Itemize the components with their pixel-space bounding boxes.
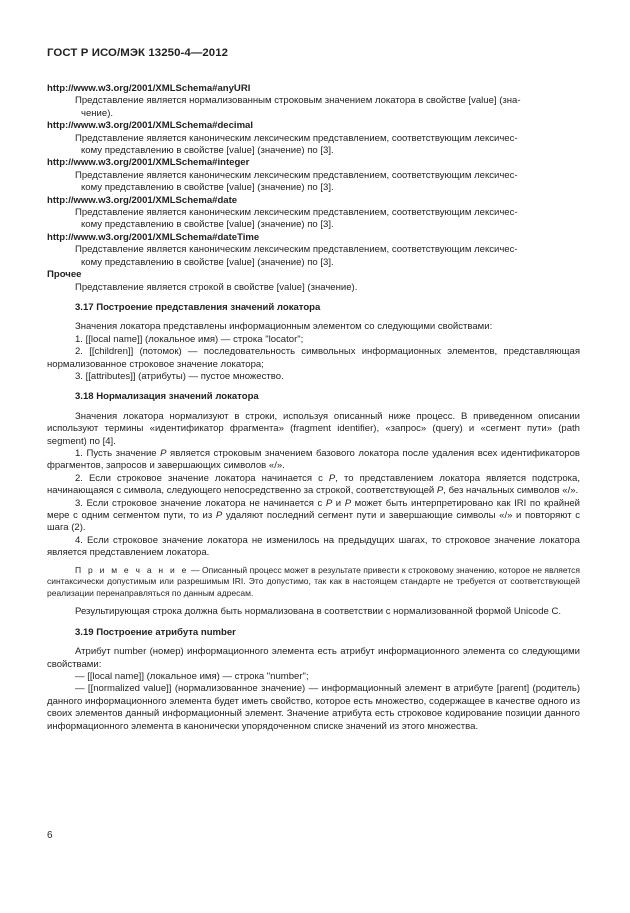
- uri-description: Представление является каноническим лексическим представлением, соответствующим лексичес- кому представлению в свойстве [value] (значение) по [3].: [75, 244, 518, 268]
- step-2: 2. Если строковое значение локатора начинается с P, то представлением локатора является подстрока, начинающаяся с символа, следующего непосредственно за строкой, соответствующей P, без начальных символов «/».: [47, 472, 580, 497]
- uri-heading: http://www.w3.org/2001/XMLSchema#integer: [47, 157, 250, 169]
- uri-entry: [47, 195, 580, 232]
- section-3-19-intro: Атрибут number (номер) информационного элемента есть атрибут информационного элемента со следующими свойствами:: [47, 646, 580, 670]
- uri-entry: [47, 83, 580, 120]
- step-1: 1. Пусть значение P является строковым значением базового локатора после удаления всех идентификаторов фрагментов, запросов и завершающих символов «/».: [47, 447, 580, 472]
- step-3: 3. Если строковое значение локатора не начинается с P и P может быть интерпретировано как IRI по крайней мере с одним сегментом пути, то из P удаляют последний сегмент пути и завершающие символы «/» и повторяют с шага (2).: [47, 497, 581, 534]
- section-3-18-intro: Значения локатора нормализуют в строки, используя описанный ниже процесс. В приведенном описании используют термины «идентификатор фрагмента» (fragment identifier), «запрос» (query) и «сегмент пути» (path segment) по [4].: [47, 410, 580, 447]
- uri-heading: http://www.w3.org/2001/XMLSchema#dateTime: [47, 231, 260, 243]
- uri-description: Представление является каноническим лексическим представлением, соответствующим лексичес- кому представлению в свойстве [value] (значение) по [3].: [75, 169, 518, 194]
- uri-description: Представление является каноническим лексическим представлением, соответствующим лексичес- кому представлению в свойстве [value] (значение) по [3].: [75, 207, 518, 231]
- step-4: 4. Если строковое значение локатора не изменилось на предыдущих шагах, то строковое значение локатора является представлением локатора.: [47, 534, 580, 559]
- uri-heading: http://www.w3.org/2001/XMLSchema#decimal: [47, 120, 254, 132]
- list-item: 3. [[attributes]] (атрибуты) — пустое множество.: [75, 370, 284, 382]
- other-description: Представление является строкой в свойстве [value] (значение).: [75, 281, 358, 293]
- list-item: — [[local name]] (локальное имя) — строка "number";: [75, 671, 309, 683]
- section-3-19-title: 3.19 Построение атрибута number: [75, 626, 236, 638]
- uri-entry: [47, 157, 580, 194]
- section-3-17-title: 3.17 Построение представления значений локатора: [75, 301, 321, 313]
- uri-description: Представление является нормализованным строковым значением локатора в свойстве [value] (зна- чение).: [75, 95, 521, 119]
- section-3-17-intro: Значения локатора представлены информационным элементом со следующими свойствами:: [75, 321, 493, 333]
- note-label: П р и м е ч а н и е: [75, 564, 189, 575]
- uri-heading: http://www.w3.org/2001/XMLSchema#date: [47, 194, 238, 206]
- section-3-18-title: 3.18 Нормализация значений локатора: [75, 391, 259, 403]
- page-number: 6: [47, 830, 53, 841]
- list-item: — [[normalized value]] (нормализованное значение) — информационный элемент в атрибуте [parent] (родитель) данного информационного элемента будет иметь свойство, которое есть множество, содержащее в качестве одного из своих элементов данный информационный элемент. Значение атрибута есть строковое кодирование позиции данного информационного элемента в канонически упорядоченном списке значений из этого множества.: [47, 683, 580, 732]
- result-paragraph: Результирующая строка должна быть нормализована в соответствии с нормализованной формой Unicode C.: [75, 606, 562, 618]
- uri-entry: [47, 232, 580, 269]
- note: [47, 565, 580, 600]
- document-header: ГОСТ Р ИСО/МЭК 13250-4—2012: [47, 47, 229, 59]
- uri-entry: [47, 120, 580, 157]
- uri-description: Представление является каноническим лексическим представлением, соответствующим лексичес- кому представлению в свойстве [value] (значение) по [3].: [75, 132, 518, 157]
- list-item: 2. [[children]] (потомок) — последовательность символьных информационных элементов, представляющая нормализованное строковое значение локатора;: [47, 346, 580, 370]
- other-heading: Прочее: [47, 269, 82, 281]
- document-body: [47, 83, 580, 733]
- uri-heading: http://www.w3.org/2001/XMLSchema#anyURI: [47, 83, 251, 94]
- list-item: 1. [[local name]] (локальное имя) — строка "locator";: [75, 333, 304, 345]
- note-text: — Описанный процесс может в результате привести к строковому значению, которое не является синтаксически допустимым или разрешимым IRI. Это допустимо, так как в настоящем стандарте не требуется от соответствующей реализации перенаправляться по данным адресам.: [47, 564, 580, 598]
